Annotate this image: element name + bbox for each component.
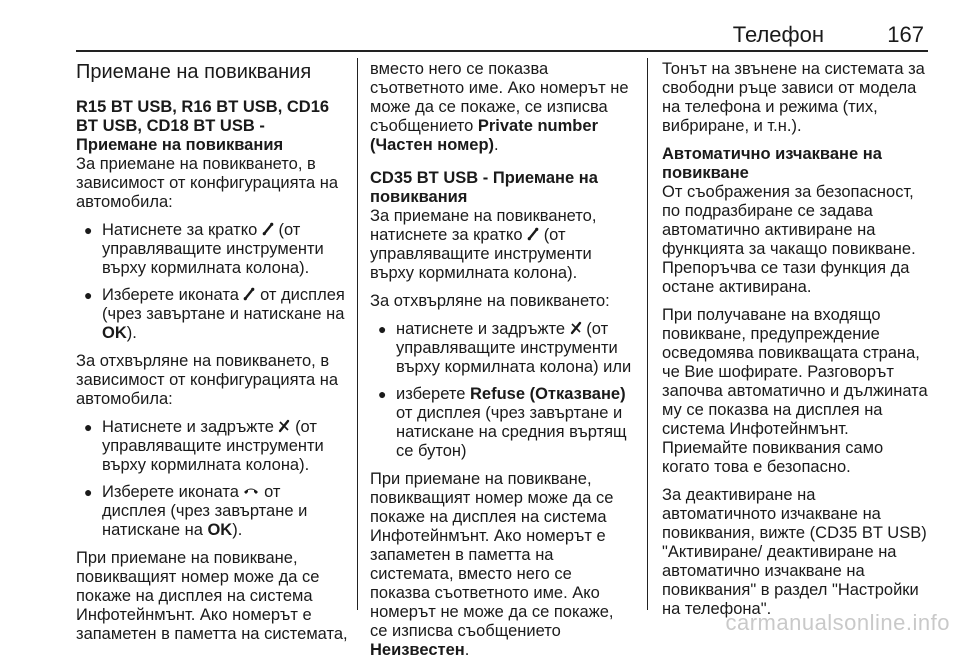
column-divider (357, 58, 358, 610)
paragraph: При приемане на повикване, повикващият номер може да се покаже на дисплея на система Инфотейнмънт. Ако номерът е запаметен в паметта на системата, вместо него се показва съответното име. Ако номерът не може да се покаже, се изписва съобщението Неизвестен. (370, 470, 614, 659)
page-title: Телефон (732, 22, 824, 47)
bullet: ● (84, 287, 93, 303)
list-item: ● натиснете и задръжте (от управляващите инструменти върху кормилната колона) или (378, 320, 632, 376)
bullet-list (76, 418, 348, 540)
phone-accept-icon (527, 227, 539, 241)
paragraph: При получаване на входящо повикване, предупреждение осведомява повикващата страна, че Вие шофирате. Разговорът започва автоматично и дължината му се показва на дисплея на система Инфотейнмънт. Приемайте повиквания само когато това е безопасно. (662, 306, 928, 476)
page-number: 167 (887, 22, 924, 47)
column-divider (647, 58, 648, 610)
paragraph: вместо него се показва съответното име. Ако номерът не може да се покаже, се изписва съобщението Private number (Частен номер). (370, 60, 629, 154)
phone-accept-icon (262, 222, 274, 236)
bullet: ● (84, 222, 93, 238)
subheading: CD35 BT USB - Приемане на повиквания (370, 169, 598, 206)
subheading: Автоматично изчакване на повикване (662, 145, 882, 182)
phone-accept-icon (243, 287, 255, 301)
bullet-list (370, 320, 634, 461)
paragraph: За деактивиране на автоматичното изчакване на повиквания, вижте (CD35 BT USB) "Активиране/ деактивиране на автоматично изчакване на повиквания" в раздел "Настройки на телефона". (662, 486, 927, 618)
column-2 (370, 60, 634, 669)
section-heading: Приемане на повиквания (76, 61, 312, 83)
list-item: ● Натиснете и задръжте (от управляващите инструменти върху кормилната колона). (84, 418, 324, 474)
paragraph: От съображения за безопасност, по подразбиране се задава автоматично активиране на функцията за чакащо повикване. Препоръчва се тази функция да остане активирана. (662, 183, 916, 296)
list-item: ● изберете Refuse (Отказване) от дисплея (чрез завъртане и натискане на средния въртящ се бутон) (378, 385, 627, 460)
column-1 (76, 60, 348, 653)
subheading: R15 BT USB, R16 BT USB, CD16 BT USB, CD18 BT USB - Приемане на повиквания (76, 98, 330, 154)
paragraph: За приемане на повикването, натиснете за кратко (от управляващите инструменти върху кормилната колона). (370, 207, 597, 282)
paragraph: Тонът на звънене на системата за свободни ръце зависи от модела на телефона и режима (тих, вибриране, и т.н.). (662, 60, 925, 135)
list-item: ● Изберете иконата от дисплея (чрез завъртане и натискане на OK). (84, 286, 345, 342)
paragraph: За приемане на повикването, в зависимост от конфигурацията на автомобила: (76, 155, 339, 211)
bullet-list (76, 221, 348, 343)
list-item: ● Изберете иконата от дисплея (чрез завъртане и натискане на OK). (84, 483, 308, 539)
paragraph: За отхвърляне на повикването, в зависимост от конфигурацията на автомобила: (76, 352, 339, 408)
bullet: ● (378, 321, 387, 337)
paragraph: За отхвърляне на повикването: (370, 292, 610, 310)
list-item: ● Натиснете за кратко (от управляващите инструменти върху кормилната колона). (84, 221, 324, 277)
phone-reject-icon (278, 419, 290, 433)
header-rule (76, 50, 928, 52)
bullet: ● (84, 484, 93, 500)
phone-reject-icon (570, 321, 582, 335)
phone-hangup-icon (243, 484, 259, 498)
paragraph: При приемане на повикване, повикващият номер може да се покаже на дисплея на система Инфотейнмънт. Ако номерът е запаметен в паметта на системата, (76, 549, 348, 643)
page-header (76, 18, 924, 54)
bullet: ● (378, 386, 387, 402)
bullet: ● (84, 419, 93, 435)
column-3 (662, 60, 932, 628)
watermark: carmanualsonline.info (725, 610, 950, 635)
